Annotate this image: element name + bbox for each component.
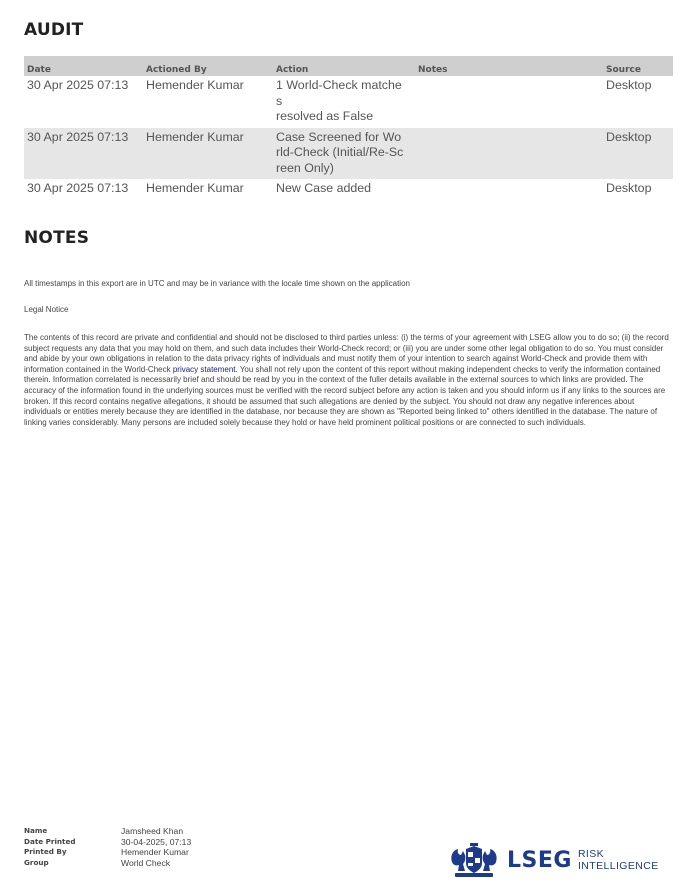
print-metadata [24,826,191,868]
table-row [24,179,673,200]
cell-action [273,76,415,128]
column-header-source: Source [603,56,673,76]
meta-value-group: World Check [121,857,171,868]
cell-source: Desktop [606,78,652,92]
meta-row-printed-by [24,847,191,858]
legal-notice-heading: Legal Notice [24,305,69,314]
timestamp-note: All timestamps in this export are in UTC and may be in variance with the locale time shown on the application [24,279,410,288]
legal-text-part1: The contents of this record are private and confidential and should not be disclosed to third parties unless: (i) the terms of your agreement with LSEG allow you to do so; (ii) the record subject requests any data that you may hold on them, and such data includes their World-Check record; or (iii) you are under some other legal obligation to do so. You must consider and abide by your own obligations in relation to the data privacy rights of individuals and must notify them of your intention to search against World-Check and provide them with information contained in the World-Check [24,333,669,374]
cell-action-text: 1 World-Check matches resolved as False [276,78,402,123]
cell-notes [415,128,603,180]
lseg-wordmark: LSEG [507,848,572,873]
meta-label-date-printed: Date Printed [24,836,76,846]
cell-source: Desktop [606,181,652,195]
cell-date: 30 Apr 2025 07:13 [24,128,143,180]
cell-action-text: New Case added [276,181,372,195]
meta-row-group [24,858,191,869]
legal-text-part2: . You shall not rely upon the content of this report without making independent checks to verify the information contained therein. Information correlated is necessarily brief and should be read by you in the context of the fuller details available in the external sources to which links are provided. The accuracy of the information found in the underlying sources must be verified with the record subject before any action is taken and you should inform us if any links to the sources are broken. If this record contains negative allegations, it should be assumed that such allegations are denied by the subject. You should not draw any negative inferences about individuals or entities merely because they are identified in the database, nor because they are shown as "Reported being linked to" others identified in the database. The nature of linking varies considerably. Many persons are included solely because they hold or have held prominent political positions or are connected to such individuals. [24,364,666,427]
cell-notes [415,76,603,128]
meta-label-group: Group [24,857,49,867]
audit-table [24,56,673,200]
cell-actioned-by: Hemender Kumar [146,78,244,92]
meta-value-name: Jamsheed Khan [121,826,184,836]
meta-row-date-printed [24,837,191,848]
table-row [24,76,673,128]
lseg-crest-icon [449,842,499,879]
cell-action-text: Case Screened for World-Check (Initial/Re-Screen Only) [276,129,404,175]
cell-actioned-by: Hemender Kumar [146,181,244,195]
audit-header-row [24,56,673,76]
column-header-notes: Notes [415,56,603,76]
cell-source: Desktop [603,128,673,180]
notes-section-title: NOTES [24,228,90,248]
column-header-date: Date [24,56,143,76]
logo-subtitle-line1: RISK [577,848,605,860]
audit-section-title: AUDIT [24,20,84,40]
meta-row-name [24,826,191,837]
cell-notes [415,179,603,200]
cell-action [273,179,415,200]
legal-notice-body [24,333,673,428]
logo-subtitle-line2: INTELLIGENCE [577,859,659,872]
meta-label-printed-by: Printed By [24,847,67,856]
meta-label-name: Name [24,826,48,835]
cell-actioned-by: Hemender Kumar [143,128,273,180]
meta-value-date-printed: 30-04-2025, 07:13 [121,836,192,847]
cell-action [273,128,415,180]
meta-value-printed-by: Hemender Kumar [121,847,189,857]
cell-date: 30 Apr 2025 07:13 [27,181,129,195]
table-row [24,128,673,180]
logo-subtitle [578,849,659,872]
privacy-statement-link[interactable]: privacy statement [172,364,236,374]
lseg-logo [449,842,659,879]
column-header-actioned-by: Actioned By [143,56,273,76]
column-header-action: Action [273,56,415,76]
cell-date: 30 Apr 2025 07:13 [27,78,129,92]
